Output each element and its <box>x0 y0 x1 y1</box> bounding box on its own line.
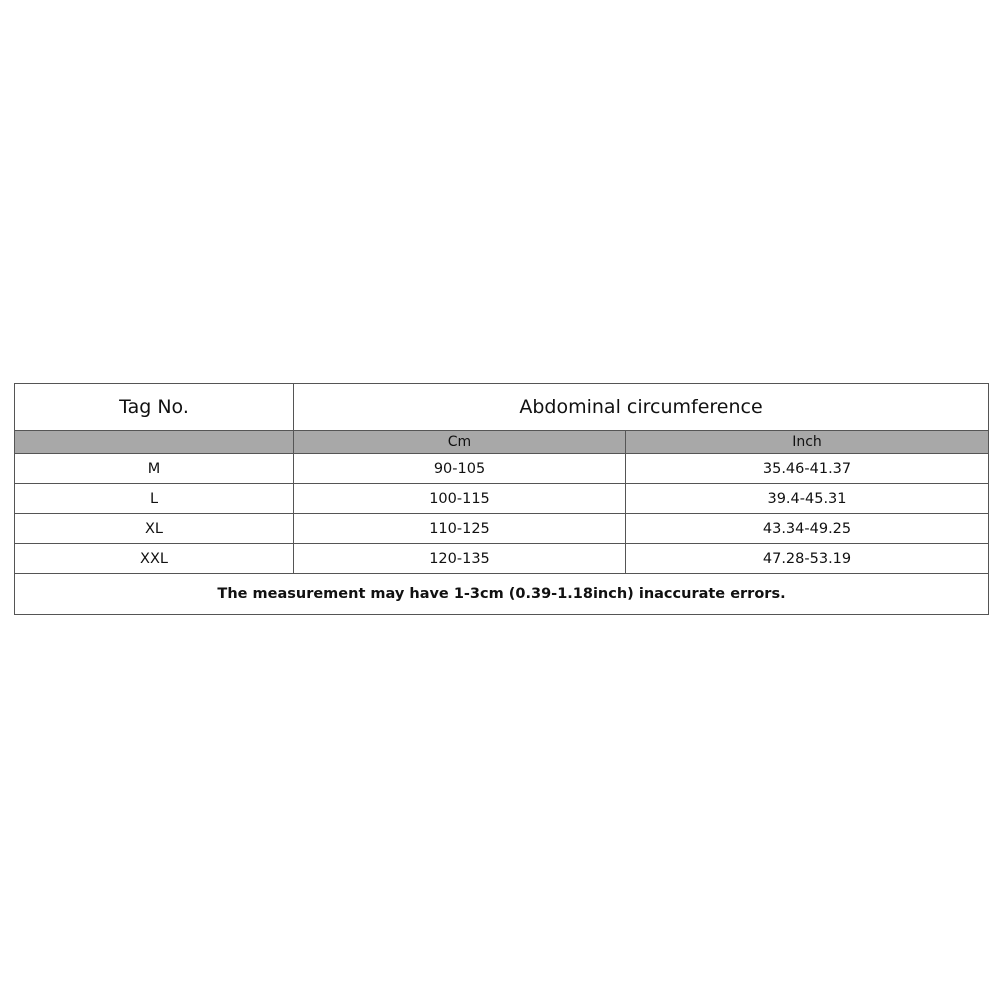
inch-cell: 47.28-53.19 <box>626 544 989 574</box>
cm-cell: 100-115 <box>294 484 626 514</box>
cm-subheader: Cm <box>294 431 626 454</box>
cm-cell: 90-105 <box>294 454 626 484</box>
table-row <box>15 514 989 544</box>
table-row <box>15 484 989 514</box>
size-chart-table <box>14 383 989 615</box>
tag-cell: XL <box>15 514 294 544</box>
tag-no-header: Tag No. <box>15 384 294 431</box>
table-note-row <box>15 574 989 615</box>
tag-subheader-blank <box>15 431 294 454</box>
table-row <box>15 544 989 574</box>
inch-cell: 35.46-41.37 <box>626 454 989 484</box>
inch-subheader: Inch <box>626 431 989 454</box>
table-row <box>15 454 989 484</box>
table-subheader-row <box>15 431 989 454</box>
inch-cell: 43.34-49.25 <box>626 514 989 544</box>
cm-cell: 110-125 <box>294 514 626 544</box>
tag-cell: L <box>15 484 294 514</box>
tag-cell: XXL <box>15 544 294 574</box>
measurement-note: The measurement may have 1-3cm (0.39-1.18inch) inaccurate errors. <box>15 574 989 615</box>
inch-cell: 39.4-45.31 <box>626 484 989 514</box>
table-header-row <box>15 384 989 431</box>
tag-cell: M <box>15 454 294 484</box>
cm-cell: 120-135 <box>294 544 626 574</box>
abdominal-circumference-header: Abdominal circumference <box>294 384 989 431</box>
